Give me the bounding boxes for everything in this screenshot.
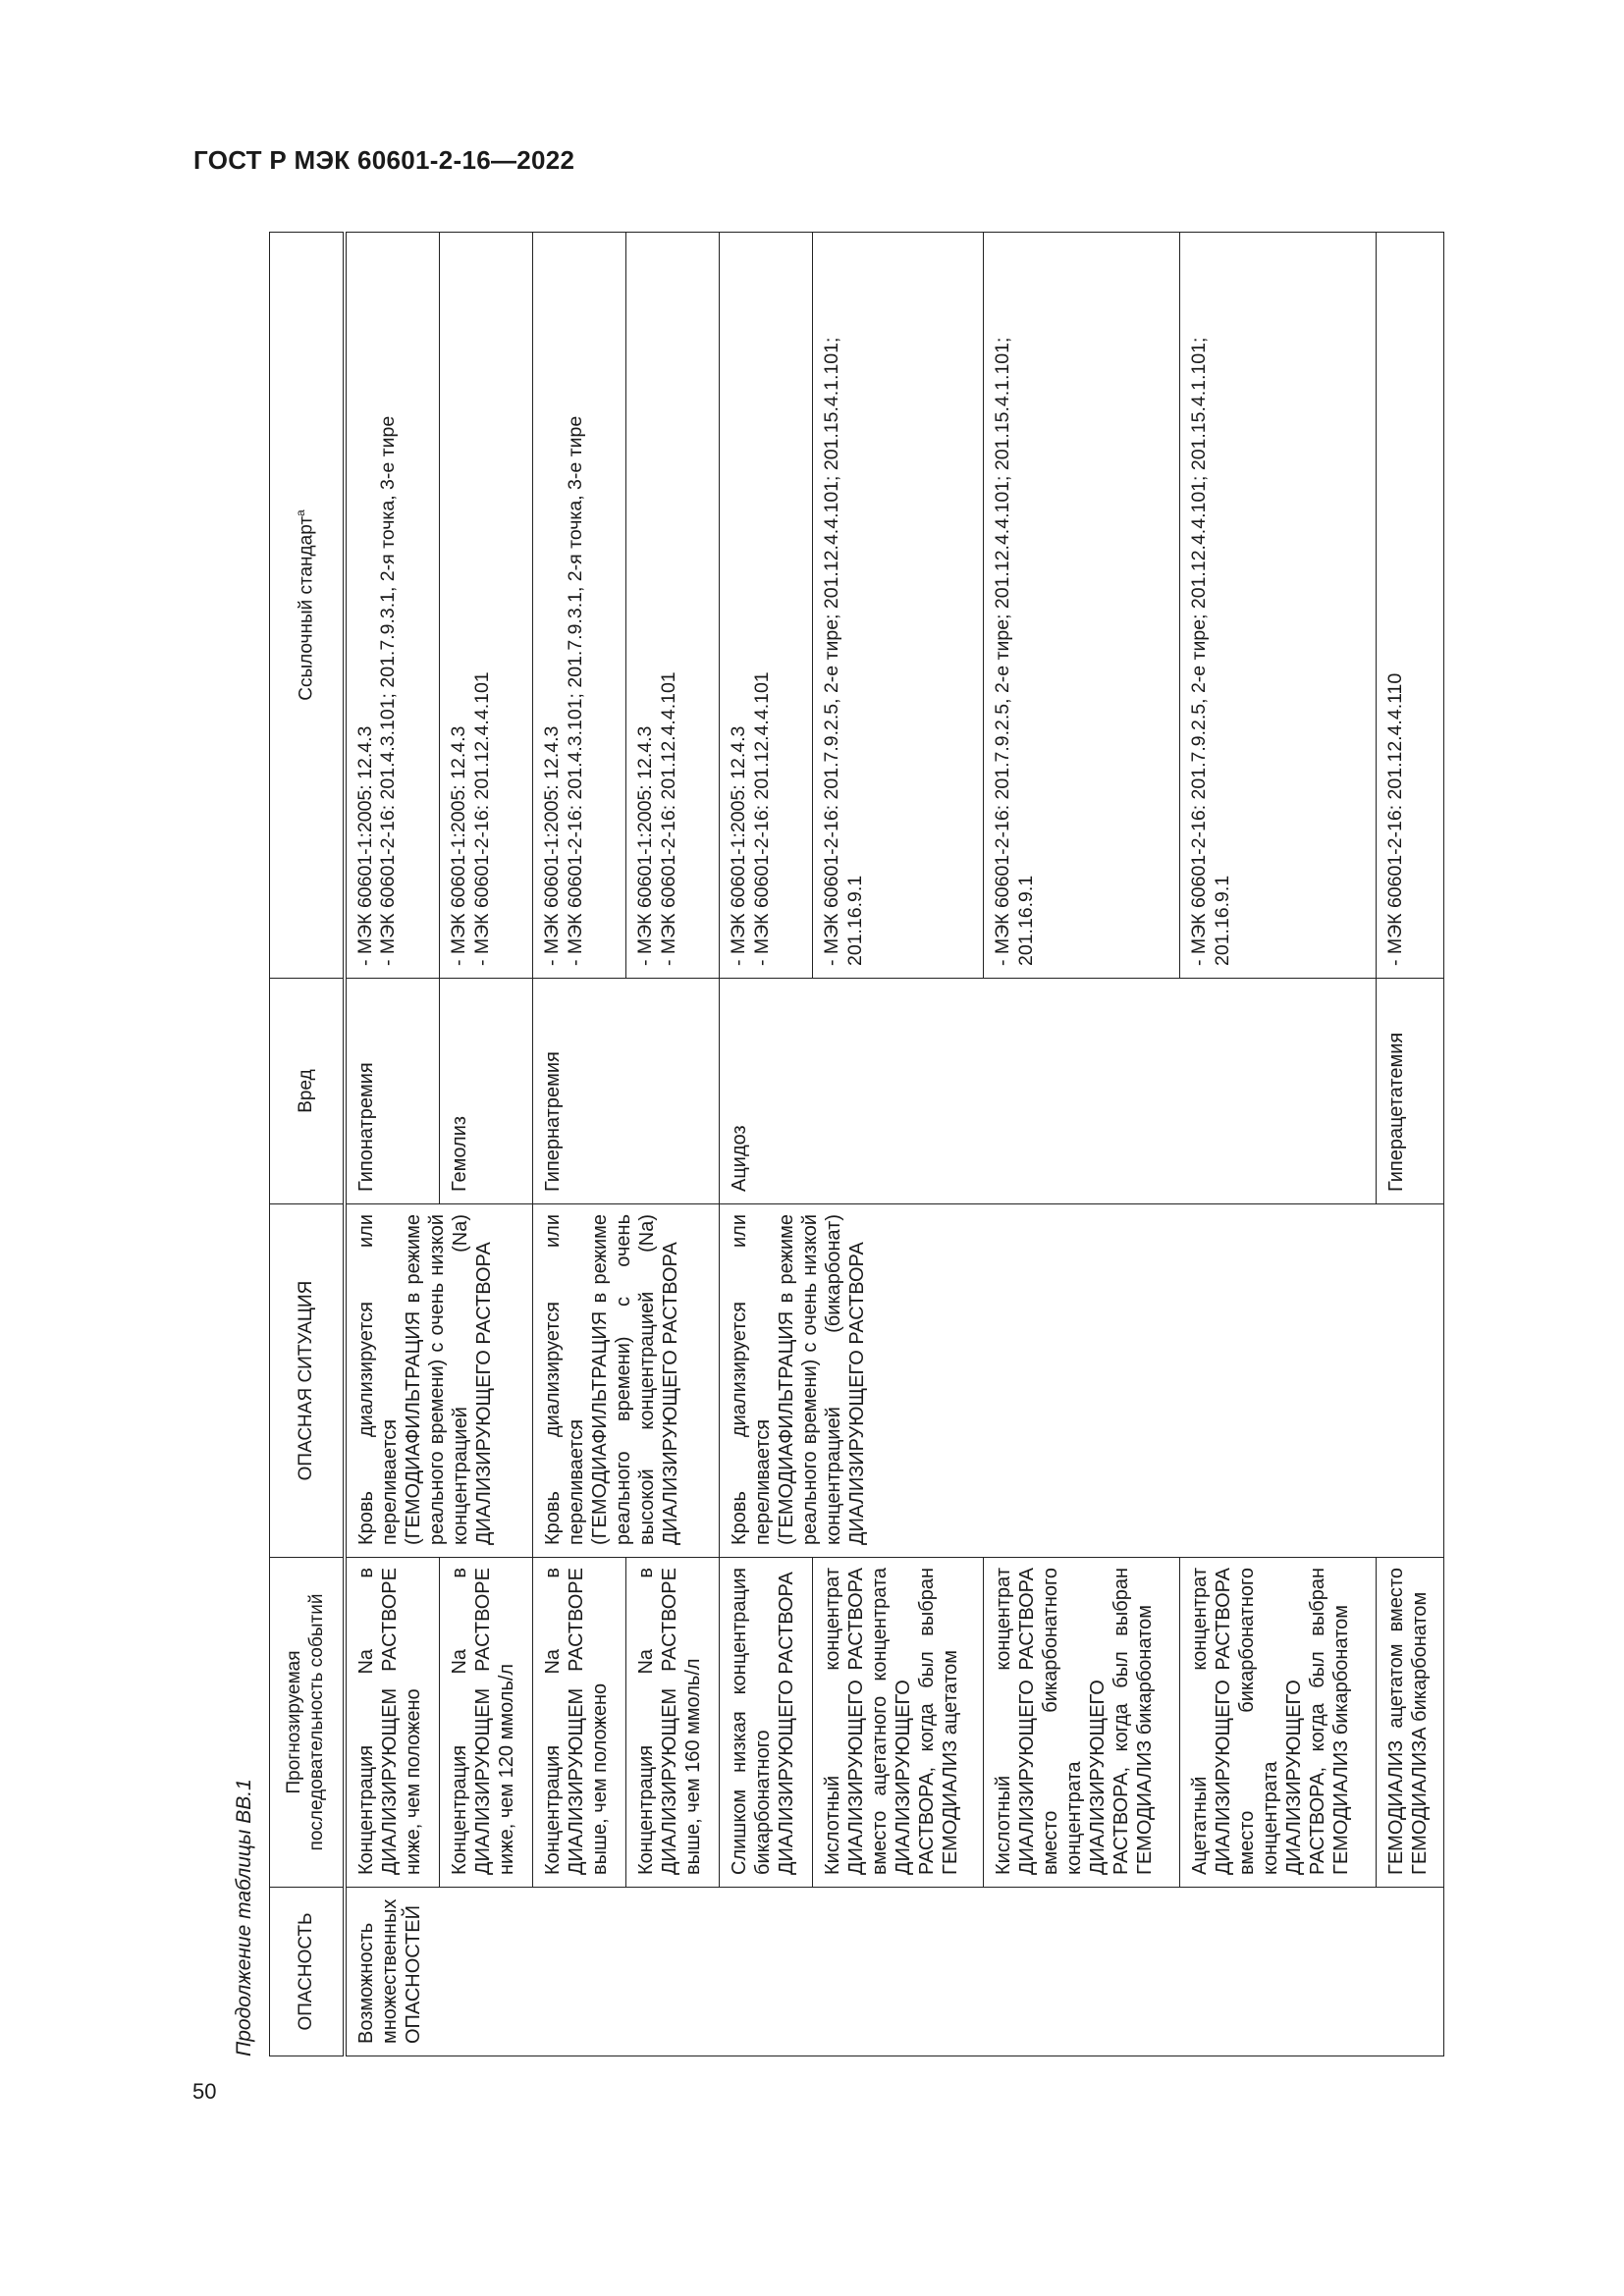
page-number: 50 bbox=[192, 2079, 217, 2104]
hazard-table bbox=[269, 232, 1444, 2056]
harm-cell: Ацидоз bbox=[720, 979, 1377, 1204]
harm-cell: Гипонатремия bbox=[345, 979, 440, 1204]
reference-cell: - МЭК 60601-2-16: 201.7.9.2.5, 2-е тире; 201.12.4.4.101; 201.15.4.1.101; 201.16.9.1 bbox=[813, 233, 984, 979]
reference-cell: - МЭК 60601-2-16: 201.12.4.4.110 bbox=[1377, 233, 1444, 979]
event-cell: Концентрация Na в ДИАЛИЗИРУЮЩЕМ РАСТВОРЕ ниже, чем положено bbox=[345, 1558, 440, 1888]
reference-cell: - МЭК 60601-1:2005: 12.4.3 - МЭК 60601-2-16: 201.4.3.101; 201.7.9.3.1, 2-я точка, 3-е тире bbox=[533, 233, 626, 979]
footnote-marker: а bbox=[294, 509, 308, 516]
col-header-hazard: ОПАСНОСТЬ bbox=[270, 1888, 346, 2056]
reference-cell: - МЭК 60601-1:2005: 12.4.3 - МЭК 60601-2-16: 201.12.4.4.101 bbox=[720, 233, 813, 979]
event-cell: ГЕМОДИАЛИЗ ацетатом вместо ГЕМОДИАЛИЗА бикарбонатом bbox=[1377, 1558, 1444, 1888]
reference-cell: - МЭК 60601-2-16: 201.7.9.2.5, 2-е тире; 201.12.4.4.101; 201.15.4.1.101; 201.16.9.1 bbox=[984, 233, 1180, 979]
event-cell: Кислотный концентрат ДИАЛИЗИРУЮЩЕГО РАСТВОРА вместо бикарбонатного концентрата ДИАЛИЗИРУЮЩЕГО РАСТВОРА, когда был выбран ГЕМОДИАЛИЗ бикарбонатом bbox=[984, 1558, 1180, 1888]
reference-cell: - МЭК 60601-2-16: 201.7.9.2.5, 2-е тире; 201.12.4.4.101; 201.15.4.1.101; 201.16.9.1 bbox=[1180, 233, 1377, 979]
table-header-row bbox=[270, 233, 346, 2056]
table-row bbox=[345, 233, 440, 2056]
event-cell: Слишком низкая концентрация бикарбонатного ДИАЛИЗИРУЮЩЕГО РАСТВОРА bbox=[720, 1558, 813, 1888]
harm-cell: Гемолиз bbox=[440, 979, 533, 1204]
col-header-harm: Вред bbox=[270, 979, 346, 1204]
table-caption: Продолжение таблицы ВВ.1 bbox=[233, 1779, 255, 2056]
event-cell: Ацетатный концентрат ДИАЛИЗИРУЮЩЕГО РАСТВОРА вместо бикарбонатного концентрата ДИАЛИЗИРУЮЩЕГО РАСТВОРА, когда был выбран ГЕМОДИАЛИЗ бикарбонатом bbox=[1180, 1558, 1377, 1888]
reference-cell: - МЭК 60601-1:2005: 12.4.3 - МЭК 60601-2-16: 201.12.4.4.101 bbox=[626, 233, 720, 979]
table-row bbox=[720, 233, 813, 2056]
col-header-situation: ОПАСНАЯ СИТУАЦИЯ bbox=[270, 1204, 346, 1558]
col-header-reference-text: Ссылочный стандарт bbox=[296, 515, 317, 701]
harm-cell: Гипернатремия bbox=[533, 979, 720, 1204]
hazard-cell: Возможность множественных ОПАСНОСТЕЙ bbox=[345, 1888, 1444, 2056]
table-row bbox=[533, 233, 626, 2056]
situation-cell: Кровь диализируется или переливается (ГЕМОДИАФИЛЬТРАЦИЯ в режиме реального времени) с очень высокой концентрацией (Na) ДИАЛИЗИРУЮЩЕГО РАСТВОРА bbox=[533, 1204, 720, 1558]
reference-cell: - МЭК 60601-1:2005: 12.4.3 - МЭК 60601-2-16: 201.4.3.101; 201.7.9.3.1, 2-я точка, 3-е тире bbox=[345, 233, 440, 979]
document-header: ГОСТ Р МЭК 60601-2-16—2022 bbox=[193, 145, 575, 175]
col-header-events: Прогнозируемая последовательность событий bbox=[270, 1558, 346, 1888]
event-cell: Концентрация Na в ДИАЛИЗИРУЮЩЕМ РАСТВОРЕ ниже, чем 120 ммоль/л bbox=[440, 1558, 533, 1888]
situation-cell: Кровь диализируется или переливается (ГЕМОДИАФИЛЬТРАЦИЯ в режиме реального времени) с очень низкой концентрацией (Na) ДИАЛИЗИРУЮЩЕГО РАСТВОРА bbox=[345, 1204, 533, 1558]
col-header-reference bbox=[270, 233, 346, 979]
table-row bbox=[1377, 233, 1444, 2056]
event-cell: Концентрация Na в ДИАЛИЗИРУЮЩЕМ РАСТВОРЕ выше, чем 160 ммоль/л bbox=[626, 1558, 720, 1888]
event-cell: Кислотный концентрат ДИАЛИЗИРУЮЩЕГО РАСТВОРА вместо ацетатного концентрата ДИАЛИЗИРУЮЩЕГО РАСТВОРА, когда был выбран ГЕМОДИАЛИЗ ацетатом bbox=[813, 1558, 984, 1888]
event-cell: Концентрация Na в ДИАЛИЗИРУЮЩЕМ РАСТВОРЕ выше, чем положено bbox=[533, 1558, 626, 1888]
situation-cell: Кровь диализируется или переливается (ГЕМОДИАФИЛЬТРАЦИЯ в режиме реального времени) с очень низкой концентрацией (бикарбонат) ДИАЛИЗИРУЮЩЕГО РАСТВОРА bbox=[720, 1204, 1444, 1558]
harm-cell: Гиперацетатемия bbox=[1377, 979, 1444, 1204]
reference-cell: - МЭК 60601-1:2005: 12.4.3 - МЭК 60601-2-16: 201.12.4.4.101 bbox=[440, 233, 533, 979]
table-row bbox=[440, 233, 533, 2056]
rotated-table-area bbox=[233, 233, 1444, 2056]
